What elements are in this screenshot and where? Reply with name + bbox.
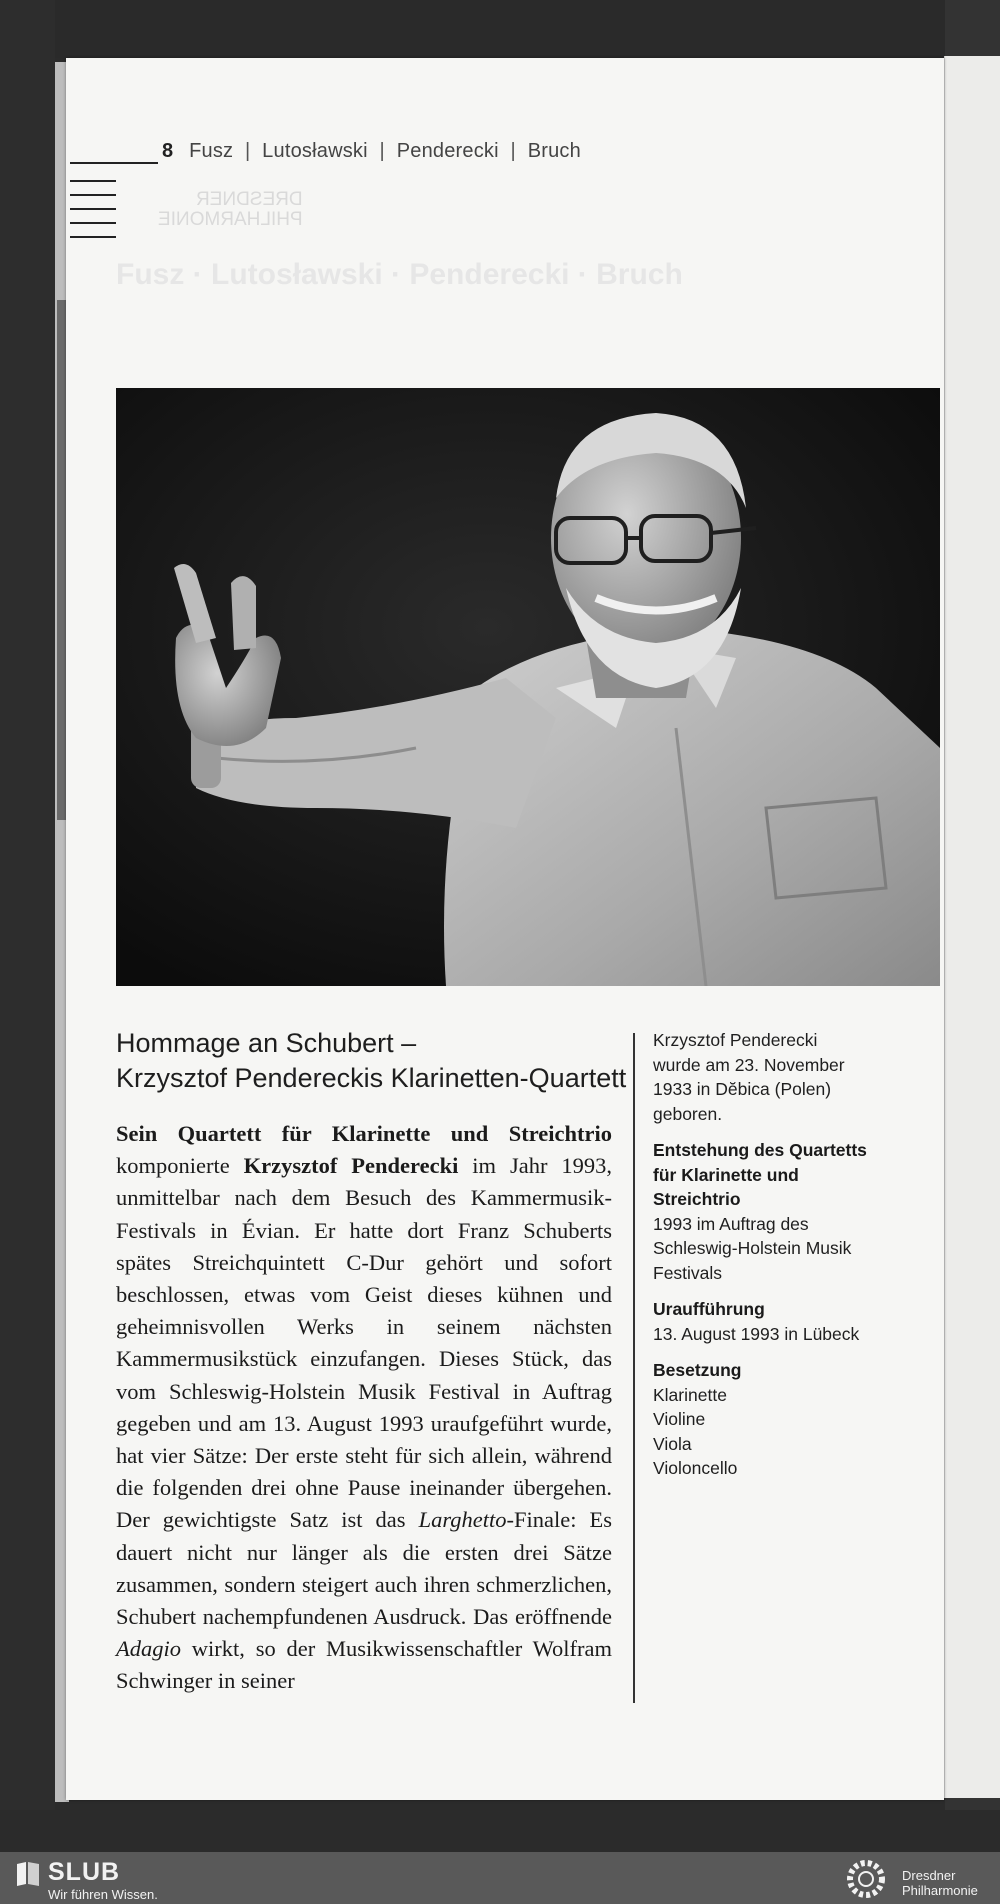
cast-block [653, 1358, 883, 1481]
decorative-rule-lines [70, 162, 116, 287]
article-title-line: Krzysztof Pendereckis Klarinetten-Quartett [116, 1063, 627, 1093]
instrument-item: Viola [653, 1433, 692, 1454]
instrument-item: Violoncello [653, 1458, 738, 1478]
slub-claim: Wir führen Wissen. [48, 1887, 158, 1902]
bleed-through-logo-line: PHILHARMONIE [158, 209, 303, 230]
slub-name: SLUB [48, 1858, 121, 1886]
lead-phrase: Sein Quartett für Klarinette und Streichtrio [116, 1121, 612, 1146]
bio-block [653, 1028, 883, 1126]
header-composer: Penderecki [396, 140, 499, 162]
body-fragment: im Jahr 1993, unmittelbar nach dem Besuch des Kammermusik-Festivals in Évian. Er hatte dort Franz Schuberts spätes Streichquintett C-Dur gehört und sofort beschlossen, etwas vom Geist dieses kühnen und geheimnisvollen Werks in seinem nächsten Kammermusikstück einzufangen. Dieses Stück, das vom Schleswig-Holstein Musik Festival in Auftrag gegeben und am 13. August 1993 uraufgeführt wurde, hat vier Sätze: Der erste steht für sich allein, während die folgenden drei ohne Pause ineinander übergehen. Der gewichtigste Satz ist das [116, 1153, 612, 1533]
bio-text: wurde am 23. November 1933 in Dĕbica (Polen) geboren. [653, 1054, 845, 1124]
movement-title: Larghetto [418, 1507, 507, 1533]
origin-block [653, 1138, 883, 1285]
header-separator: | [245, 140, 251, 162]
bio-name: Krzysztof Penderecki [653, 1030, 818, 1050]
running-header [162, 140, 581, 163]
article-title-line: Hommage an Schubert – [116, 1028, 417, 1058]
instrument-item: Violine [653, 1409, 706, 1429]
movement-title: Adagio [116, 1636, 181, 1662]
composer-name: Krzysztof Penderecki [243, 1153, 459, 1179]
fact-sidebar [653, 1028, 883, 1493]
article-body [116, 1118, 612, 1698]
philharmonie-name-line: Dresdner [902, 1868, 956, 1883]
premiere-label: Uraufführung [653, 1299, 765, 1319]
book-icon [14, 1860, 42, 1888]
philharmonie-name-line: Philharmonie [902, 1883, 978, 1898]
premiere-text: 13. August 1993 in Lübeck [653, 1323, 860, 1344]
header-separator: | [379, 140, 385, 162]
instrument-item: Klarinette [653, 1384, 727, 1405]
portrait-photo [116, 388, 940, 986]
portrait-illustration [116, 388, 940, 986]
document-page [66, 58, 944, 1800]
header-composer: Lutosławski [262, 140, 368, 162]
premiere-block [653, 1297, 883, 1346]
body-fragment: -Finale: Es dauert nicht nur länger als die ersten drei Sätze zusammen, sondern steigert auch ihren schmerzlichen, Schubert nachempfundenen Ausdruck. Das eröffnende [116, 1507, 613, 1630]
bleed-through-logo-line: DRESDNER [196, 189, 303, 210]
header-composer: Fusz [189, 140, 234, 162]
body-fragment: wirkt, so der Musikwissenschaftler Wolfram Schwinger in seiner [116, 1636, 612, 1694]
body-fragment: komponierte [116, 1153, 244, 1179]
scan-frame-top [0, 0, 1000, 58]
page-number: 8 [162, 140, 174, 162]
column-divider [633, 1033, 635, 1703]
philharmonie-name [902, 1868, 1000, 1898]
bleed-through-logo [158, 190, 303, 230]
next-page-edge [944, 56, 1000, 1798]
origin-text: 1993 im Auftrag des Schleswig-Holstein Musik Festivals [653, 1213, 852, 1283]
scan-frame-left [0, 0, 55, 1810]
header-composer: Bruch [527, 140, 581, 162]
article-title [116, 1026, 656, 1096]
cast-label: Besetzung [653, 1360, 742, 1380]
origin-label: Entstehung des Quartetts für Klarinette und Streichtrio [653, 1140, 867, 1209]
viewer-footer [0, 1852, 1000, 1904]
philharmonie-emblem-icon [840, 1858, 892, 1900]
bleed-through-title: Fusz · Lutosławski · Penderecki · Bruch [116, 258, 683, 291]
header-separator: | [510, 140, 516, 162]
